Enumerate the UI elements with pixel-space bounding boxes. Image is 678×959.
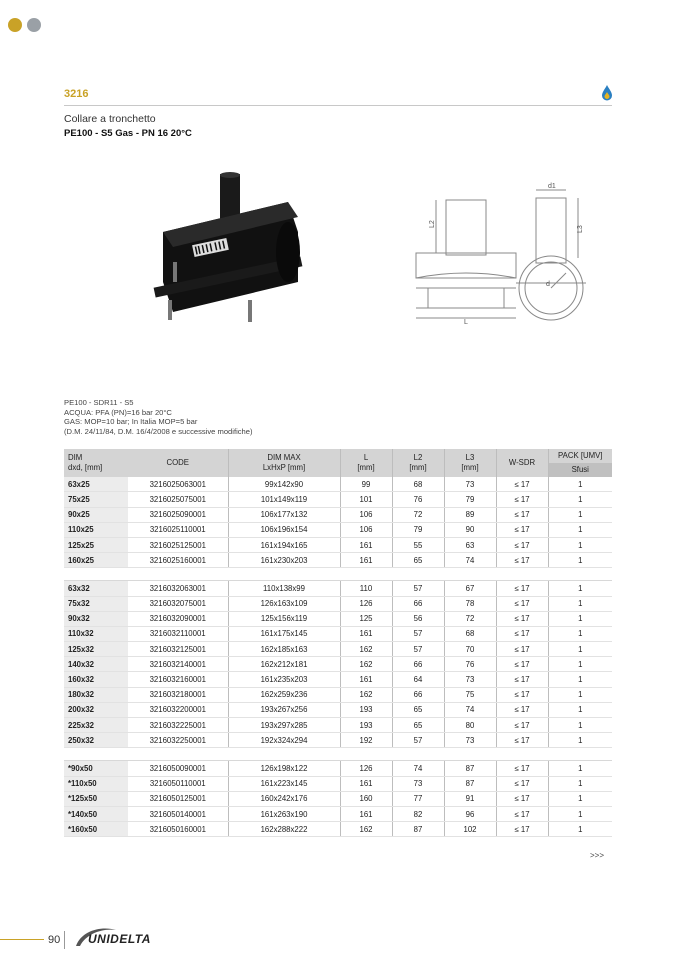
- cell-l2: 64: [392, 672, 444, 687]
- cell-dim: *90x50: [64, 761, 128, 776]
- cell-dimmax: 161x175x145: [228, 626, 340, 641]
- cell-code: 3216050125001: [128, 791, 228, 806]
- cell-wsdr: ≤ 17: [496, 761, 548, 776]
- cell-dimmax: 162x212x181: [228, 657, 340, 672]
- table-row: [64, 791, 612, 806]
- cell-wsdr: ≤ 17: [496, 733, 548, 748]
- cell-l3: 80: [444, 718, 496, 733]
- cell-l2: 66: [392, 687, 444, 702]
- cell-l3: 70: [444, 642, 496, 657]
- cell-wsdr: ≤ 17: [496, 553, 548, 568]
- cell-wsdr: ≤ 17: [496, 657, 548, 672]
- cell-pack: 1: [548, 733, 612, 748]
- footer-accent-line: [0, 939, 44, 940]
- cell-dim: 140x32: [64, 657, 128, 672]
- cell-l: 106: [340, 522, 392, 537]
- cell-dimmax: 160x242x176: [228, 791, 340, 806]
- cell-wsdr: ≤ 17: [496, 581, 548, 596]
- table-row: [64, 537, 612, 552]
- header-l3: L3 [mm]: [444, 449, 496, 477]
- product-subtitle: Collare a tronchetto: [64, 113, 156, 125]
- header-dim: DIM dxd, [mm]: [64, 449, 128, 477]
- cell-l2: 57: [392, 642, 444, 657]
- table-row: [64, 733, 612, 748]
- cell-dim: 225x32: [64, 718, 128, 733]
- cell-l3: 96: [444, 806, 496, 821]
- cell-l2: 68: [392, 477, 444, 492]
- gold-dot-icon: [8, 18, 22, 32]
- cell-code: 3216032075001: [128, 596, 228, 611]
- cell-dimmax: 99x142x90: [228, 477, 340, 492]
- cell-code: 3216032063001: [128, 581, 228, 596]
- cell-dim: 63x32: [64, 581, 128, 596]
- cell-pack: 1: [548, 822, 612, 837]
- cell-l3: 91: [444, 791, 496, 806]
- cell-dim: *125x50: [64, 791, 128, 806]
- cell-dim: 75x25: [64, 492, 128, 507]
- cell-code: 3216032110001: [128, 626, 228, 641]
- cell-dim: *160x50: [64, 822, 128, 837]
- cell-l3: 73: [444, 733, 496, 748]
- cell-wsdr: ≤ 17: [496, 718, 548, 733]
- cell-dim: 160x25: [64, 553, 128, 568]
- cell-l: 162: [340, 657, 392, 672]
- cell-dimmax: 161x235x203: [228, 672, 340, 687]
- table-row: [64, 672, 612, 687]
- cell-l2: 66: [392, 596, 444, 611]
- cell-code: 3216025110001: [128, 522, 228, 537]
- cell-l3: 63: [444, 537, 496, 552]
- cell-code: 3216025160001: [128, 553, 228, 568]
- cell-l: 192: [340, 733, 392, 748]
- cell-dimmax: 110x138x99: [228, 581, 340, 596]
- cell-code: 3216050090001: [128, 761, 228, 776]
- cell-dim: 160x32: [64, 672, 128, 687]
- group-separator: [64, 748, 612, 761]
- cell-wsdr: ≤ 17: [496, 687, 548, 702]
- cell-l2: 57: [392, 581, 444, 596]
- cell-code: 3216050160001: [128, 822, 228, 837]
- table-row: [64, 702, 612, 717]
- cell-dimmax: 161x230x203: [228, 553, 340, 568]
- note-line: PE100 - SDR11 - S5: [64, 398, 134, 407]
- cell-pack: 1: [548, 642, 612, 657]
- cell-l2: 82: [392, 806, 444, 821]
- cell-l: 193: [340, 718, 392, 733]
- cell-dim: *110x50: [64, 776, 128, 791]
- table-row: [64, 492, 612, 507]
- cell-pack: 1: [548, 507, 612, 522]
- cell-code: 3216050140001: [128, 806, 228, 821]
- cell-pack: 1: [548, 553, 612, 568]
- note-line: (D.M. 24/11/84, D.M. 16/4/2008 e successive modifiche): [64, 426, 253, 436]
- table-row: [64, 806, 612, 821]
- cell-l: 161: [340, 553, 392, 568]
- drawing-label-l3: L3: [577, 225, 584, 233]
- cell-wsdr: ≤ 17: [496, 626, 548, 641]
- cell-wsdr: ≤ 17: [496, 702, 548, 717]
- cell-l2: 65: [392, 718, 444, 733]
- drawing-label-l: L: [464, 319, 468, 326]
- cell-l2: 65: [392, 702, 444, 717]
- cell-l3: 75: [444, 687, 496, 702]
- cell-l2: 87: [392, 822, 444, 837]
- cell-l: 126: [340, 596, 392, 611]
- cell-l3: 87: [444, 761, 496, 776]
- cell-l: 161: [340, 672, 392, 687]
- cell-dim: 90x25: [64, 507, 128, 522]
- cell-l: 126: [340, 761, 392, 776]
- header-wsdr: W-SDR: [496, 449, 548, 477]
- cell-dimmax: 106x177x132: [228, 507, 340, 522]
- table-row: [64, 761, 612, 776]
- cell-dimmax: 193x267x256: [228, 702, 340, 717]
- cell-l2: 65: [392, 553, 444, 568]
- cell-pack: 1: [548, 581, 612, 596]
- header-pack: PACK [UMV]: [548, 449, 612, 463]
- cell-dim: 250x32: [64, 733, 128, 748]
- header-code: CODE: [128, 449, 228, 477]
- cell-dimmax: 162x259x236: [228, 687, 340, 702]
- cell-l: 161: [340, 806, 392, 821]
- footer-separator: [64, 931, 65, 949]
- cell-wsdr: ≤ 17: [496, 822, 548, 837]
- cell-dimmax: 193x297x285: [228, 718, 340, 733]
- cell-pack: 1: [548, 477, 612, 492]
- cell-l2: 57: [392, 733, 444, 748]
- cell-l: 160: [340, 791, 392, 806]
- technical-drawing: [408, 178, 610, 328]
- cell-l: 101: [340, 492, 392, 507]
- page-number: 90: [48, 934, 61, 946]
- cell-dim: 110x25: [64, 522, 128, 537]
- cell-code: 3216032200001: [128, 702, 228, 717]
- continue-marker: >>>: [590, 851, 605, 860]
- cell-l3: 87: [444, 776, 496, 791]
- cell-code: 3216032250001: [128, 733, 228, 748]
- globe-dot-icon: [27, 18, 41, 32]
- cell-pack: 1: [548, 761, 612, 776]
- cell-dim: 125x25: [64, 537, 128, 552]
- header-pack-sub: Sfusi: [548, 463, 612, 477]
- table-row: [64, 718, 612, 733]
- cell-l: 106: [340, 507, 392, 522]
- cell-l2: 76: [392, 492, 444, 507]
- cell-code: 3216032160001: [128, 672, 228, 687]
- note-line: GAS: MOP=10 bar; In Italia MOP=5 bar: [64, 417, 198, 426]
- cell-pack: 1: [548, 611, 612, 626]
- table-row: [64, 611, 612, 626]
- cell-wsdr: ≤ 17: [496, 611, 548, 626]
- table-row: [64, 581, 612, 596]
- cell-l: 162: [340, 642, 392, 657]
- cell-dimmax: 125x156x119: [228, 611, 340, 626]
- table-row: [64, 776, 612, 791]
- cell-pack: 1: [548, 522, 612, 537]
- cell-dimmax: 126x163x109: [228, 596, 340, 611]
- table-row: [64, 507, 612, 522]
- cell-wsdr: ≤ 17: [496, 672, 548, 687]
- cell-dimmax: 106x196x154: [228, 522, 340, 537]
- cell-code: 3216032140001: [128, 657, 228, 672]
- cell-code: 3216050110001: [128, 776, 228, 791]
- table-row: [64, 522, 612, 537]
- cell-code: 3216025090001: [128, 507, 228, 522]
- cell-code: 3216025063001: [128, 477, 228, 492]
- cell-wsdr: ≤ 17: [496, 776, 548, 791]
- cell-l: 161: [340, 776, 392, 791]
- cell-l2: 55: [392, 537, 444, 552]
- cell-code: 3216032180001: [128, 687, 228, 702]
- cell-l3: 72: [444, 611, 496, 626]
- cell-l: 162: [340, 687, 392, 702]
- cell-dim: 90x32: [64, 611, 128, 626]
- cell-pack: 1: [548, 657, 612, 672]
- cell-l3: 89: [444, 507, 496, 522]
- cell-pack: 1: [548, 537, 612, 552]
- cell-dim: *140x50: [64, 806, 128, 821]
- cell-l3: 90: [444, 522, 496, 537]
- cell-pack: 1: [548, 776, 612, 791]
- table-row: [64, 657, 612, 672]
- cell-l2: 79: [392, 522, 444, 537]
- table-row: [64, 642, 612, 657]
- cell-dimmax: 126x198x122: [228, 761, 340, 776]
- header-l2: L2 [mm]: [392, 449, 444, 477]
- product-spec: PE100 - S5 Gas - PN 16 20°C: [64, 128, 192, 139]
- cell-wsdr: ≤ 17: [496, 791, 548, 806]
- cell-dim: 180x32: [64, 687, 128, 702]
- cell-pack: 1: [548, 806, 612, 821]
- cell-pack: 1: [548, 687, 612, 702]
- group-separator: [64, 568, 612, 581]
- header-rule: [64, 105, 612, 106]
- cell-l: 110: [340, 581, 392, 596]
- cell-l2: 56: [392, 611, 444, 626]
- cell-code: 3216032225001: [128, 718, 228, 733]
- cell-dim: 125x32: [64, 642, 128, 657]
- brand-name: UNIDELTA: [88, 932, 151, 946]
- cell-dim: 200x32: [64, 702, 128, 717]
- product-photo: [148, 172, 318, 332]
- cell-l: 125: [340, 611, 392, 626]
- cell-l2: 57: [392, 626, 444, 641]
- drawing-label-d1: d1: [548, 183, 556, 190]
- cell-pack: 1: [548, 626, 612, 641]
- cell-l3: 73: [444, 672, 496, 687]
- table-row: [64, 626, 612, 641]
- drawing-label-l2: L2: [429, 220, 436, 228]
- cell-dimmax: 161x263x190: [228, 806, 340, 821]
- cell-pack: 1: [548, 672, 612, 687]
- cell-l3: 68: [444, 626, 496, 641]
- table-row: [64, 477, 612, 492]
- water-drop-icon: [600, 84, 614, 102]
- header-l: L [mm]: [340, 449, 392, 477]
- cell-l2: 72: [392, 507, 444, 522]
- cell-dimmax: 161x223x145: [228, 776, 340, 791]
- cell-l: 162: [340, 822, 392, 837]
- cell-code: 3216032125001: [128, 642, 228, 657]
- cell-dimmax: 101x149x119: [228, 492, 340, 507]
- cell-l2: 73: [392, 776, 444, 791]
- cell-l3: 78: [444, 596, 496, 611]
- table-row: [64, 596, 612, 611]
- cell-wsdr: ≤ 17: [496, 642, 548, 657]
- product-code: 3216: [64, 88, 89, 100]
- cell-wsdr: ≤ 17: [496, 522, 548, 537]
- cell-code: 3216025125001: [128, 537, 228, 552]
- product-table: [64, 449, 612, 837]
- table-row: [64, 822, 612, 837]
- drawing-label-d: d: [546, 281, 550, 288]
- table-row: [64, 687, 612, 702]
- cell-wsdr: ≤ 17: [496, 507, 548, 522]
- cell-l3: 74: [444, 702, 496, 717]
- cell-pack: 1: [548, 596, 612, 611]
- cell-dimmax: 161x194x165: [228, 537, 340, 552]
- cell-l: 161: [340, 537, 392, 552]
- cell-pack: 1: [548, 791, 612, 806]
- header-dimmax: DIM MAX LxHxP [mm]: [228, 449, 340, 477]
- cell-dim: 63x25: [64, 477, 128, 492]
- cell-pack: 1: [548, 492, 612, 507]
- cell-dimmax: 192x324x294: [228, 733, 340, 748]
- cell-code: 3216032090001: [128, 611, 228, 626]
- cell-l: 99: [340, 477, 392, 492]
- cell-l2: 74: [392, 761, 444, 776]
- technical-notes: [64, 398, 253, 436]
- cell-l3: 74: [444, 553, 496, 568]
- cell-l3: 102: [444, 822, 496, 837]
- cell-wsdr: ≤ 17: [496, 537, 548, 552]
- cell-dimmax: 162x288x222: [228, 822, 340, 837]
- cell-dim: 110x32: [64, 626, 128, 641]
- cell-wsdr: ≤ 17: [496, 492, 548, 507]
- cell-l3: 73: [444, 477, 496, 492]
- cell-pack: 1: [548, 702, 612, 717]
- note-line: ACQUA: PFA (PN)=16 bar 20°C: [64, 407, 172, 417]
- cell-dim: 75x32: [64, 596, 128, 611]
- cell-l3: 79: [444, 492, 496, 507]
- cell-l: 193: [340, 702, 392, 717]
- cell-pack: 1: [548, 718, 612, 733]
- cell-l2: 77: [392, 791, 444, 806]
- cell-wsdr: ≤ 17: [496, 596, 548, 611]
- cell-l2: 66: [392, 657, 444, 672]
- table-row: [64, 553, 612, 568]
- cell-wsdr: ≤ 17: [496, 477, 548, 492]
- cell-code: 3216025075001: [128, 492, 228, 507]
- cell-wsdr: ≤ 17: [496, 806, 548, 821]
- cell-l3: 76: [444, 657, 496, 672]
- cell-dimmax: 162x185x163: [228, 642, 340, 657]
- cell-l3: 67: [444, 581, 496, 596]
- cell-l: 161: [340, 626, 392, 641]
